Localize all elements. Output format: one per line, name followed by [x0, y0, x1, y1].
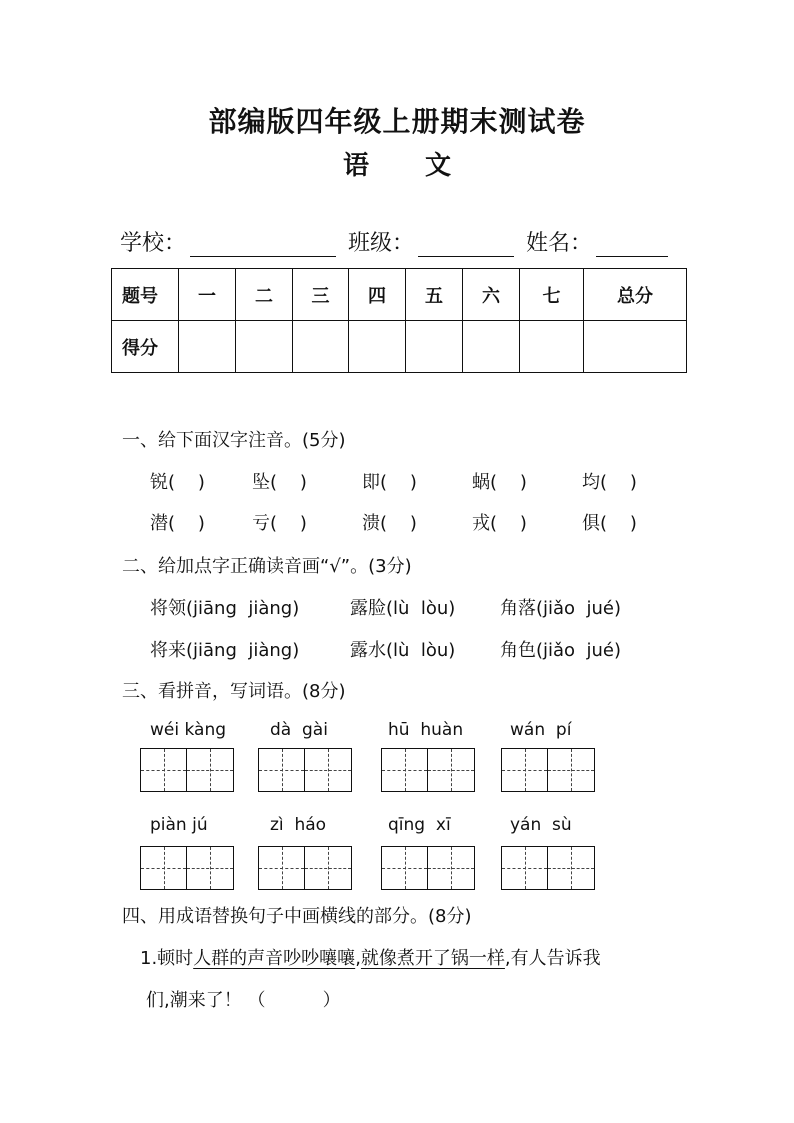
s2-item: 将来(jiāng jiàng) [150, 640, 300, 661]
score-cell[interactable] [584, 321, 687, 373]
section-4-title: 四、用成语替换句子中画横线的部分。(8分) [122, 906, 472, 927]
class-label: 班级： [348, 231, 415, 256]
tianzige-box[interactable] [140, 846, 234, 890]
s2-item: 露脸(lù lòu) [350, 598, 456, 619]
q1-underlined-b: 就像煮开了锅一样 [360, 948, 505, 969]
question-number-header: 题号 [112, 269, 179, 321]
pinyin-label: zì háo [270, 815, 327, 835]
pinyin-label: yán sù [510, 815, 572, 835]
name-label: 姓名： [526, 231, 593, 256]
s1-item: 亏( ) [252, 513, 307, 534]
tianzige-box[interactable] [381, 748, 475, 792]
score-header: 得分 [112, 321, 179, 373]
q1-prefix: 1.顿时 [140, 948, 194, 969]
section-3-title: 三、看拼音，写词语。(8分) [122, 681, 346, 702]
pinyin-label: wán pí [510, 720, 572, 740]
class-blank[interactable] [418, 232, 514, 257]
score-cell[interactable] [406, 321, 463, 373]
col-2: 二 [236, 269, 293, 321]
s1-item: 潜( ) [150, 513, 205, 534]
subject-title [0, 145, 794, 182]
score-cell[interactable] [349, 321, 406, 373]
subject-char-1: 语 [342, 151, 369, 181]
score-cell[interactable] [520, 321, 584, 373]
tianzige-box[interactable] [258, 748, 352, 792]
tianzige-box[interactable] [501, 748, 595, 792]
col-5: 五 [406, 269, 463, 321]
col-total: 总分 [584, 269, 687, 321]
s1-item: 蜗( ) [472, 472, 527, 493]
pinyin-label: qīng xī [388, 815, 451, 835]
tianzige-box[interactable] [381, 846, 475, 890]
pinyin-label: hū huàn [388, 720, 464, 740]
school-label: 学校： [120, 231, 187, 256]
name-blank[interactable] [596, 232, 668, 257]
q1-underlined-a: 人群的声音吵吵嚷嚷 [193, 948, 356, 969]
s2-item: 将领(jiāng jiàng) [150, 598, 300, 619]
subject-char-2: 文 [425, 151, 452, 181]
tianzige-box[interactable] [140, 748, 234, 792]
score-table-header-row [112, 269, 687, 321]
page-title: 部编版四年级上册期末测试卷 [208, 105, 586, 138]
col-6: 六 [463, 269, 520, 321]
score-cell[interactable] [179, 321, 236, 373]
s1-item: 坠( ) [252, 472, 307, 493]
s4-question-1 [140, 944, 601, 970]
s1-item: 即( ) [362, 472, 417, 493]
score-cell[interactable] [463, 321, 520, 373]
pinyin-label: wéi kàng [150, 720, 227, 740]
section-1-title: 一、给下面汉字注音。(5分) [122, 430, 346, 451]
school-blank[interactable] [190, 232, 336, 257]
score-cell[interactable] [236, 321, 293, 373]
tianzige-box[interactable] [258, 846, 352, 890]
tianzige-box[interactable] [501, 846, 595, 890]
s2-item: 露水(lù lòu) [350, 640, 456, 661]
score-cell[interactable] [293, 321, 349, 373]
s1-item: 锐( ) [150, 472, 205, 493]
student-info-line [120, 226, 668, 257]
col-3: 三 [293, 269, 349, 321]
q1-suffix: ,有人告诉我 [504, 948, 601, 969]
s1-item: 戎( ) [472, 513, 527, 534]
score-table [111, 268, 687, 373]
s2-item: 角色(jiǎo jué) [500, 640, 622, 661]
s4-question-1-line2: 们,潮来了！ （ ） [146, 990, 341, 1011]
s2-item: 角落(jiǎo jué) [500, 598, 622, 619]
col-1: 一 [179, 269, 236, 321]
q1-mid: , [355, 948, 361, 969]
s1-item: 均( ) [582, 472, 637, 493]
s1-item: 溃( ) [362, 513, 417, 534]
s1-item: 俱( ) [582, 513, 637, 534]
col-7: 七 [520, 269, 584, 321]
section-2-title: 二、给加点字正确读音画“√”。(3分) [122, 556, 412, 577]
score-table-score-row [112, 321, 687, 373]
col-4: 四 [349, 269, 406, 321]
pinyin-label: piàn jú [150, 815, 208, 835]
pinyin-label: dà gài [270, 720, 328, 740]
